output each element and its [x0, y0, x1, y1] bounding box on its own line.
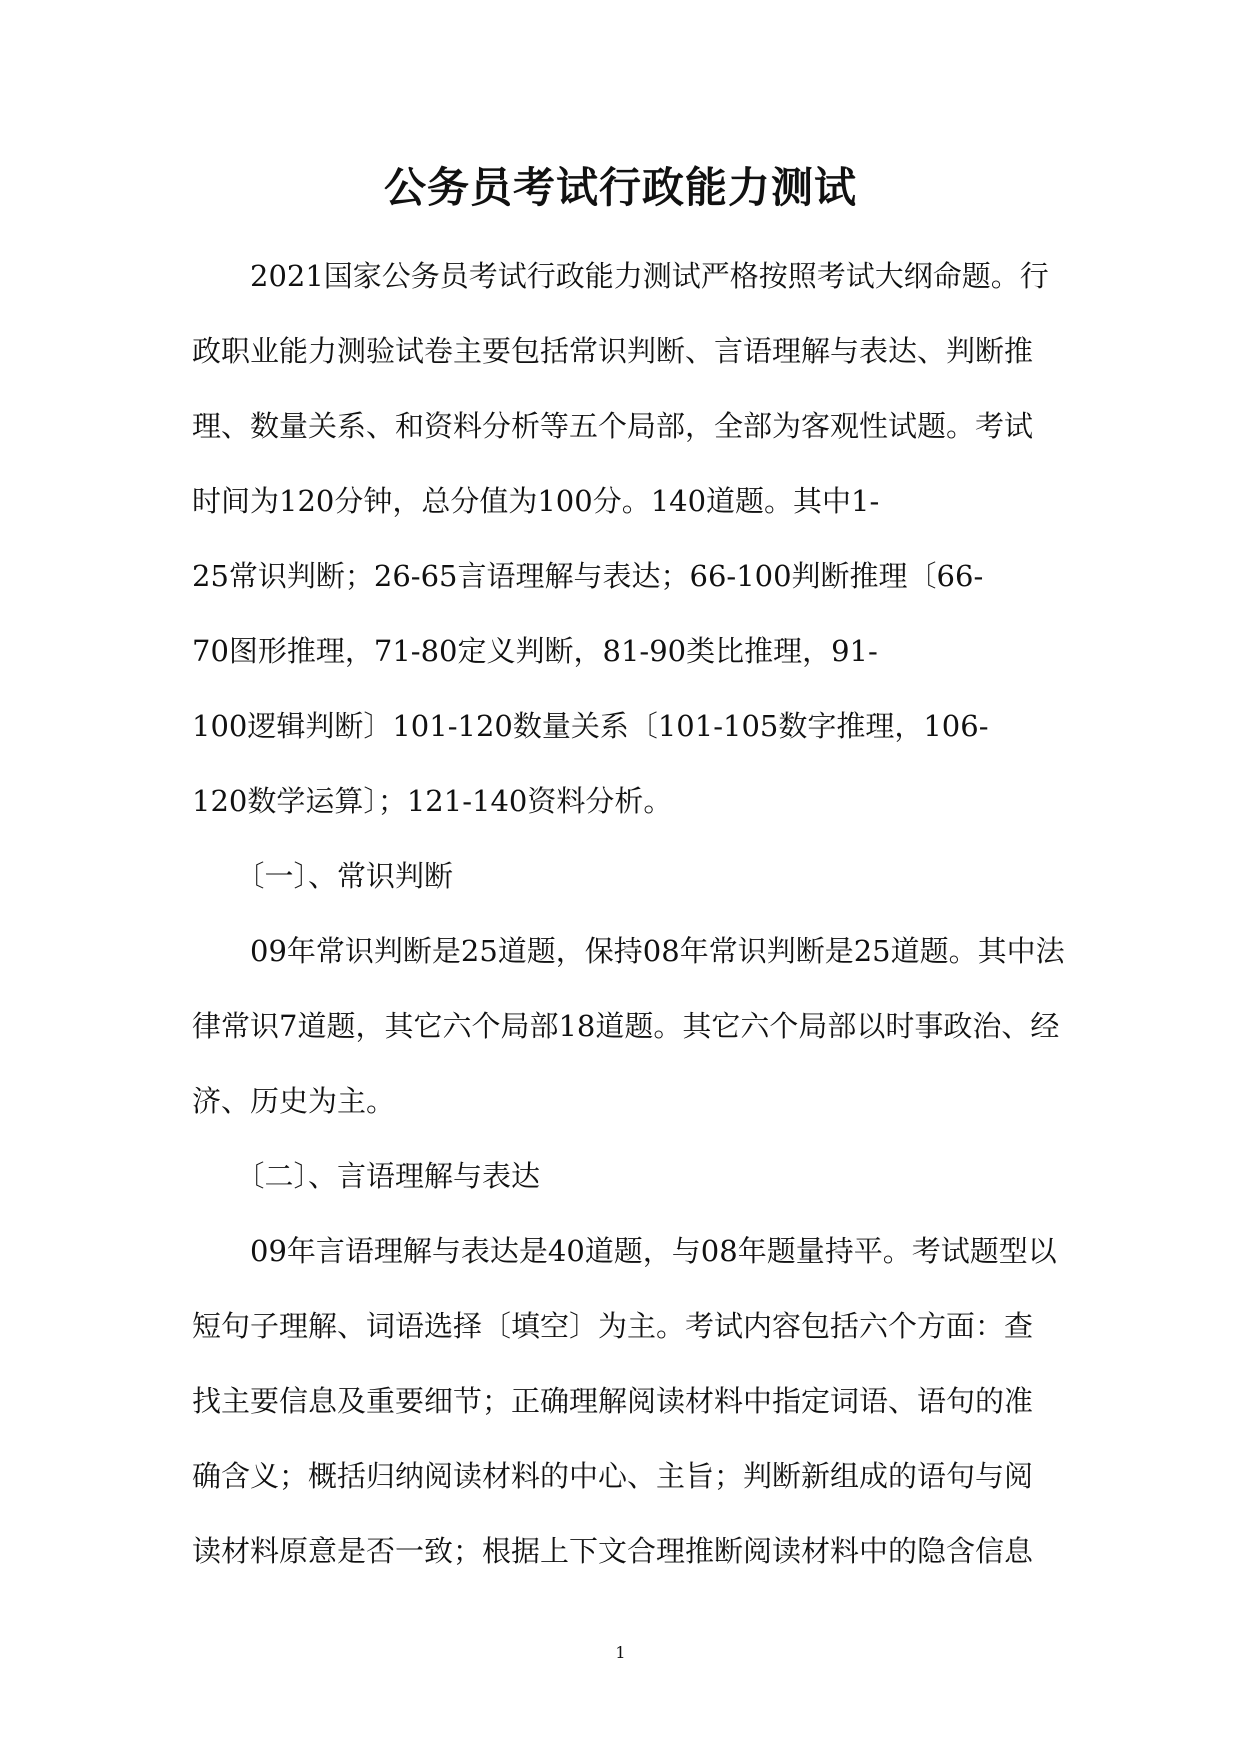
section-heading: 〔二〕、言语理解与表达 — [192, 1159, 541, 1193]
body-line: 120数学运算〕；121-140资料分析。 — [192, 784, 673, 818]
body-line: 济、历史为主。 — [192, 1084, 396, 1118]
body-line: 政职业能力测验试卷主要包括常识判断、言语理解与表达、判断推 — [192, 334, 1034, 368]
body-line: 100逻辑判断〕101-120数量关系〔101-105数字推理，106- — [192, 709, 989, 743]
body-line: 短句子理解、词语选择〔填空〕为主。考试内容包括六个方面：查 — [192, 1309, 1034, 1343]
body-line: 70图形推理，71-80定义判断，81-90类比推理，91- — [192, 634, 878, 668]
body-line: 2021国家公务员考试行政能力测试严格按照考试大纲命题。行 — [192, 259, 1049, 293]
document-title: 公务员考试行政能力测试 — [383, 163, 857, 212]
body-line: 读材料原意是否一致；根据上下文合理推断阅读材料中的隐含信息 — [192, 1534, 1034, 1568]
body-line: 09年常识判断是25道题，保持08年常识判断是25道题。其中法 — [192, 934, 1065, 968]
body-line: 找主要信息及重要细节；正确理解阅读材料中指定词语、语句的准 — [192, 1384, 1034, 1418]
body-line: 律常识7道题，其它六个局部18道题。其它六个局部以时事政治、经 — [192, 1009, 1060, 1043]
body-line: 确含义；概括归纳阅读材料的中心、主旨；判断新组成的语句与阅 — [192, 1459, 1034, 1493]
body-line: 时间为120分钟，总分值为100分。140道题。其中1- — [192, 484, 880, 518]
section-heading: 〔一〕、常识判断 — [192, 859, 454, 893]
body-line: 理、数量关系、和资料分析等五个局部，全部为客观性试题。考试 — [192, 409, 1034, 443]
page-number: 1 — [615, 1643, 626, 1662]
body-line: 09年言语理解与表达是40道题，与08年题量持平。考试题型以 — [192, 1234, 1057, 1268]
body-line: 25常识判断；26-65言语理解与表达；66-100判断推理〔66- — [192, 559, 984, 593]
